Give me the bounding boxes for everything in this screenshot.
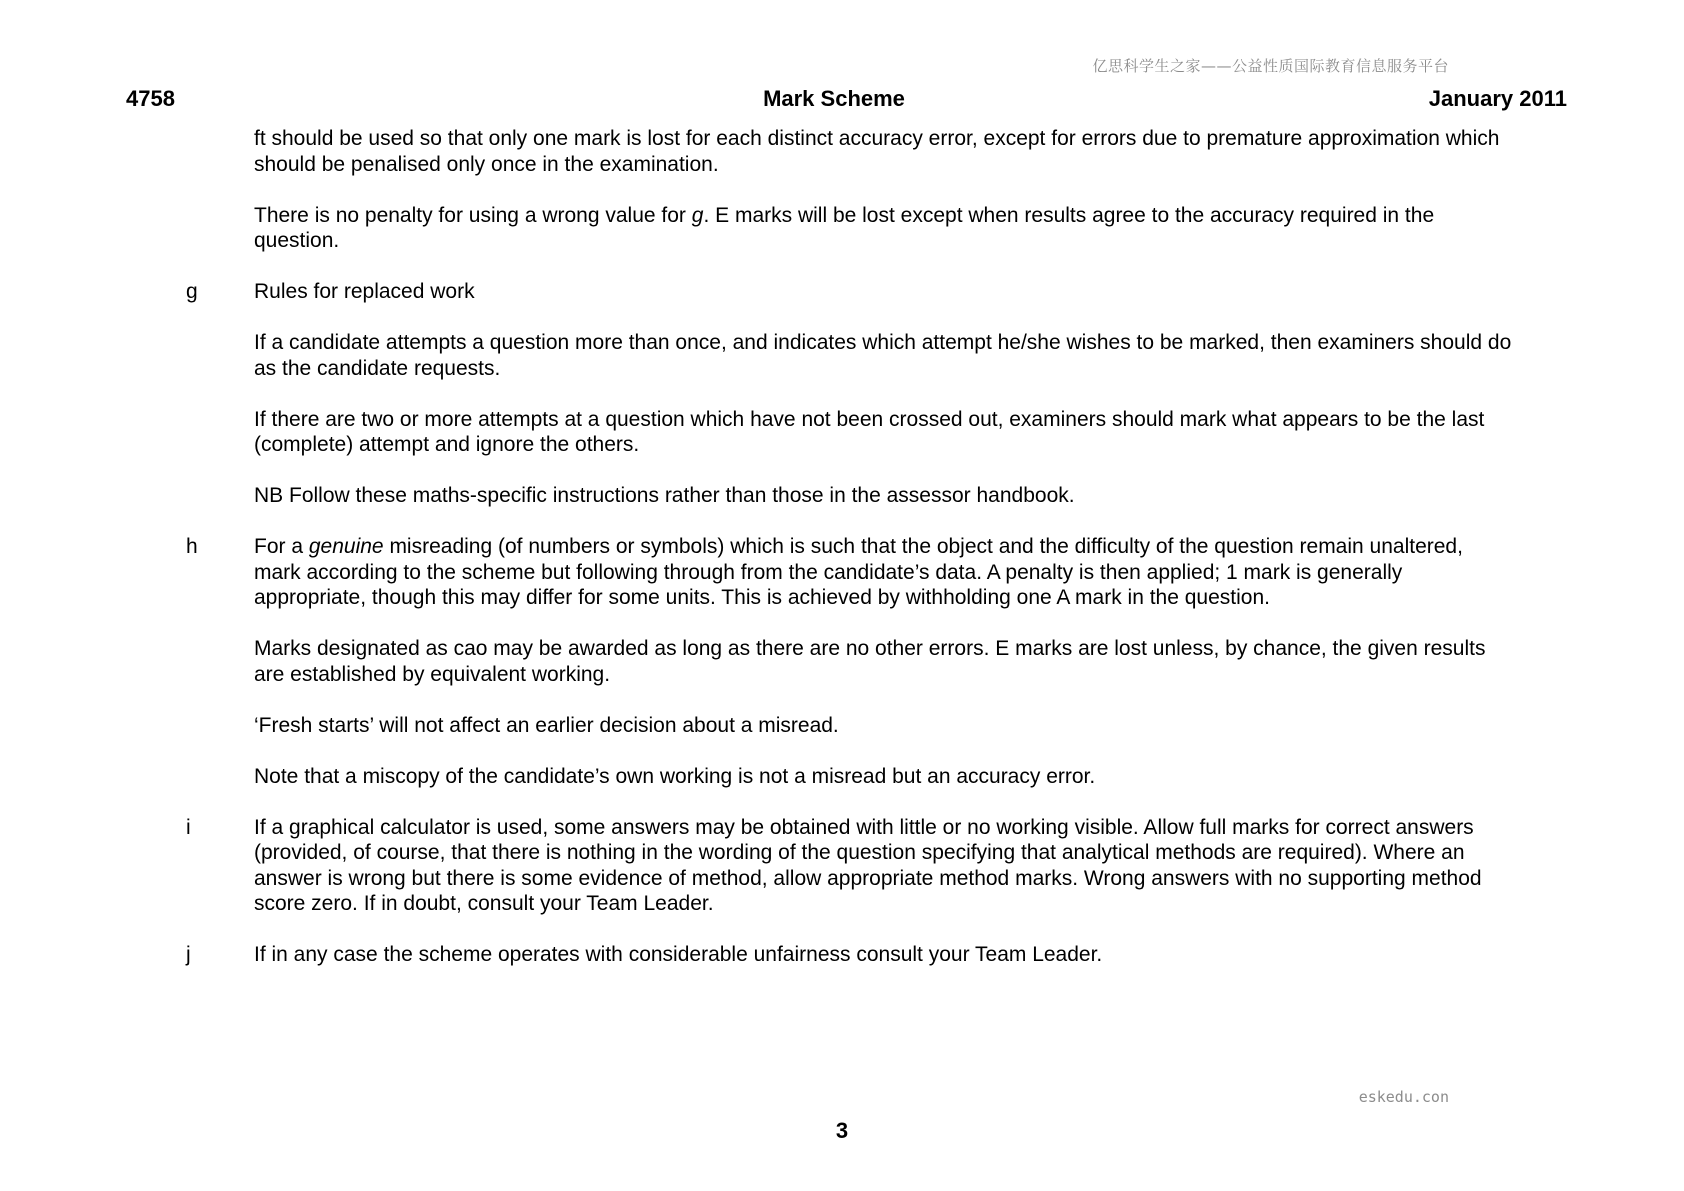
section-g	[186, 279, 1516, 534]
section-g-paragraph-1: If a candidate attempts a question more than once, and indicates which attempt he/she wishes to be marked, then examiners should do as the candidate requests.	[254, 331, 1512, 380]
genuine-emphasis: genuine	[308, 535, 384, 558]
page-header	[0, 86, 1684, 114]
section-g-paragraph-3: NB Follow these maths-specific instructions rather than those in the assessor handbook.	[254, 484, 1075, 507]
section-label-h: h	[186, 535, 198, 558]
watermark-header: 亿思科学生之家——公益性质国际教育信息服务平台	[1092, 57, 1449, 75]
section-h-paragraph-3: ‘Fresh starts’ will not affect an earlier decision about a misread.	[254, 713, 839, 737]
paper-code: 4758	[126, 86, 175, 111]
section-g-title: Rules for replaced work	[254, 280, 475, 303]
g-symbol: g	[691, 203, 704, 227]
section-continued	[186, 126, 1516, 279]
g-penalty-paragraph: There is no penalty for using a wrong value for g. E marks will be lost except when results agree to the accuracy required in the question.	[254, 203, 1435, 252]
watermark-footer: eskedu.con	[1358, 1088, 1449, 1106]
section-h	[186, 534, 1516, 815]
section-g-paragraph-2: If there are two or more attempts at a question which have not been crossed out, examiners should mark what appears to be the last (complete) attempt and ignore the others.	[254, 407, 1485, 456]
document-body	[186, 126, 1516, 993]
section-label-i: i	[186, 815, 191, 839]
section-i	[186, 815, 1516, 943]
section-h-paragraph-1: For a genuine misreading (of numbers or symbols) which is such that the object and the difficulty of the question remain unaltered, mark according to the scheme but following through from the candidate’s data. A penalty is then applied; 1 mark is generally appropriate, though this may differ for some units. This is achieved by withholding one A mark in the question.	[254, 535, 1463, 609]
section-label-j: j	[186, 943, 191, 966]
section-h-paragraph-4: Note that a miscopy of the candidate’s own working is not a misread but an accuracy error.	[254, 764, 1096, 788]
section-h-paragraph-2: Marks designated as cao may be awarded as long as there are no other errors. E marks are lost unless, by chance, the given results are established by equivalent working.	[254, 637, 1486, 686]
document-title: Mark Scheme	[763, 86, 905, 111]
exam-date: January 2011	[1428, 86, 1567, 111]
section-i-paragraph-1: If a graphical calculator is used, some answers may be obtained with little or no working visible. Allow full marks for correct answers (provided, of course, that there is nothing in the wording of the question specifying that analytical methods are required). Where an answer is wrong but there is some evidence of method, allow appropriate method marks. Wrong answers with no supporting method score zero. If in doubt, consult your Team Leader.	[254, 815, 1482, 915]
page-number: 3	[835, 1118, 849, 1143]
section-label-g: g	[186, 280, 198, 303]
section-label-empty	[186, 126, 254, 279]
section-j-paragraph-1: If in any case the scheme operates with considerable unfairness consult your Team Leader.	[254, 943, 1103, 966]
ft-paragraph: ft should be used so that only one mark is lost for each distinct accuracy error, except for errors due to premature approximation which should be penalised only once in the examination.	[254, 127, 1500, 176]
section-j	[186, 942, 1516, 993]
